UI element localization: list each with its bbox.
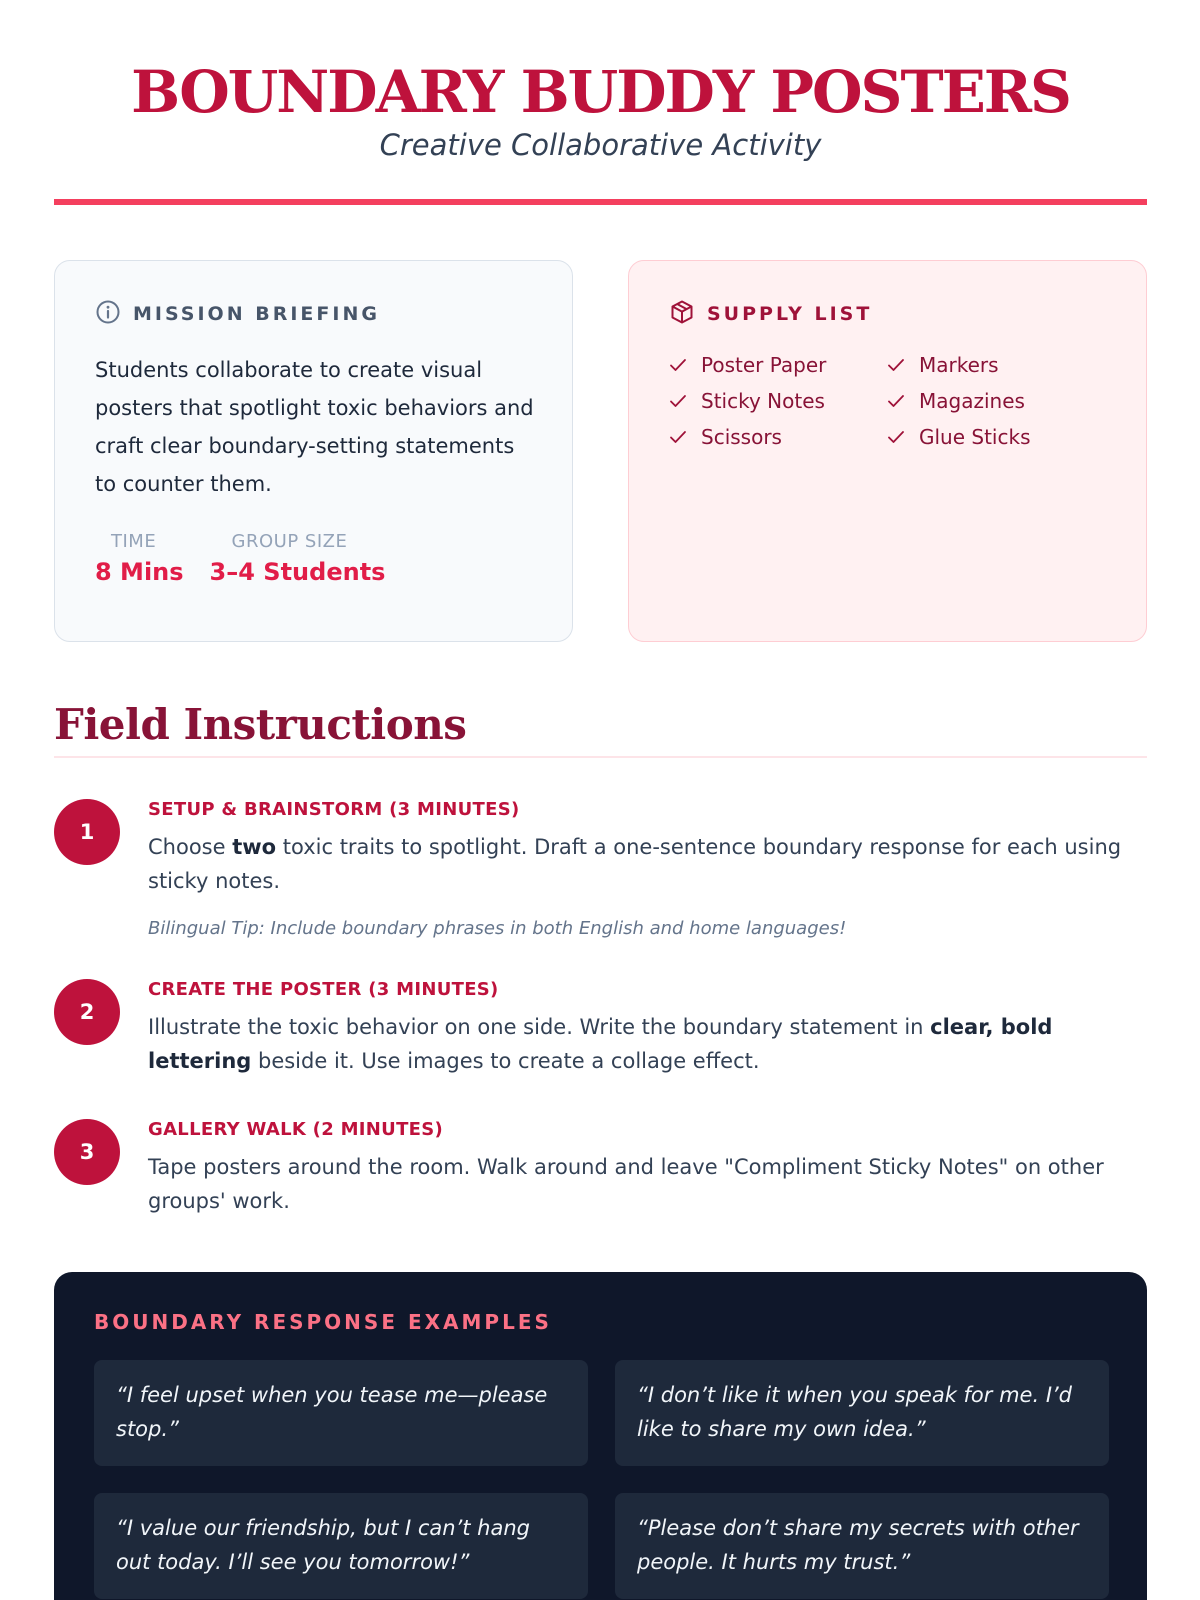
- supply-item-label: Scissors: [701, 425, 782, 449]
- page-subtitle: Creative Collaborative Activity: [379, 128, 822, 162]
- instructions-heading: Field Instructions: [54, 700, 467, 749]
- check-icon: [887, 358, 905, 372]
- example-quote-card: “I value our friendship, but I can’t hang out today. I’ll see you tomorrow!”: [94, 1493, 588, 1599]
- step-number-badge: 2: [54, 979, 120, 1045]
- supply-list-card: [628, 260, 1147, 642]
- step-title: SETUP & BRAINSTORM (3 MINUTES): [148, 799, 520, 820]
- supply-item-label: Magazines: [919, 389, 1025, 413]
- supply-item: [669, 389, 887, 413]
- step-number-badge: 3: [54, 1119, 120, 1185]
- boundary-examples-panel: [54, 1272, 1147, 1600]
- check-icon: [669, 394, 687, 408]
- supply-item-label: Glue Sticks: [919, 425, 1031, 449]
- check-icon: [887, 394, 905, 408]
- example-quote-card: “I feel upset when you tease me—please stop.”: [94, 1360, 588, 1466]
- supply-list-heading: SUPPLY LIST: [707, 303, 873, 325]
- mission-description: Students collaborate to create visual posters that spotlight toxic behaviors and craft clear boundary-setting statements to counter them.: [95, 358, 534, 496]
- step-body: [148, 979, 1147, 1078]
- header-divider: [54, 199, 1147, 205]
- step-title: GALLERY WALK (2 MINUTES): [148, 1119, 444, 1140]
- supply-item: [669, 425, 887, 449]
- mission-briefing-heading: MISSION BRIEFING: [133, 303, 380, 325]
- supply-item: [887, 353, 1105, 377]
- step-number-badge: 1: [54, 799, 120, 865]
- group-size-stat: [210, 531, 386, 586]
- examples-grid: [94, 1360, 1107, 1599]
- supply-item-label: Sticky Notes: [701, 389, 825, 413]
- check-icon: [669, 358, 687, 372]
- activity-page: [54, 0, 1147, 1600]
- examples-heading: BOUNDARY RESPONSE EXAMPLES: [94, 1310, 552, 1334]
- group-size-value: 3–4 Students: [209, 558, 386, 586]
- step-emphasis: two: [232, 835, 277, 859]
- supply-item-label: Markers: [919, 353, 999, 377]
- step-text: Tape posters around the room. Walk around and leave "Compliment Sticky Notes" on other groups' work.: [148, 1155, 1104, 1213]
- step-text: Illustrate the toxic behavior on one side. Write the boundary statement in clear, bold lettering beside it. Use images to create a collage effect.: [148, 1015, 1053, 1073]
- example-quote-card: “Please don’t share my secrets with other people. It hurts my trust.”: [615, 1493, 1109, 1599]
- info-icon: [95, 299, 121, 329]
- supply-list-header: [669, 299, 1106, 329]
- example-quote-card: “I don’t like it when you speak for me. I’d like to share my own idea.”: [615, 1360, 1109, 1466]
- supply-item-label: Poster Paper: [701, 353, 827, 377]
- step-body: [148, 799, 1147, 939]
- page-title: BOUNDARY BUDDY POSTERS: [131, 58, 1070, 126]
- supply-item: [669, 353, 887, 377]
- step-text: Choose two toxic traits to spotlight. Draft a one-sentence boundary response for each using sticky notes.: [148, 835, 1122, 893]
- mission-briefing-header: [95, 299, 532, 329]
- time-stat: [95, 531, 184, 586]
- supply-items: [669, 353, 1106, 449]
- time-value: 8 Mins: [95, 558, 184, 586]
- step-title: CREATE THE POSTER (3 MINUTES): [148, 979, 499, 1000]
- step-emphasis: clear, bold lettering: [148, 1015, 1053, 1073]
- box-icon: [669, 299, 695, 329]
- check-icon: [669, 430, 687, 444]
- step-body: [148, 1119, 1147, 1218]
- mission-briefing-card: [54, 260, 573, 642]
- group-size-label: GROUP SIZE: [231, 531, 348, 552]
- instructions-divider: [54, 756, 1147, 758]
- supply-item: [887, 389, 1105, 413]
- check-icon: [887, 430, 905, 444]
- bilingual-tip: Bilingual Tip: Include boundary phrases in both English and home languages!: [148, 918, 847, 939]
- activity-stats: [95, 531, 532, 586]
- time-label: TIME: [111, 531, 157, 552]
- supply-item: [887, 425, 1105, 449]
